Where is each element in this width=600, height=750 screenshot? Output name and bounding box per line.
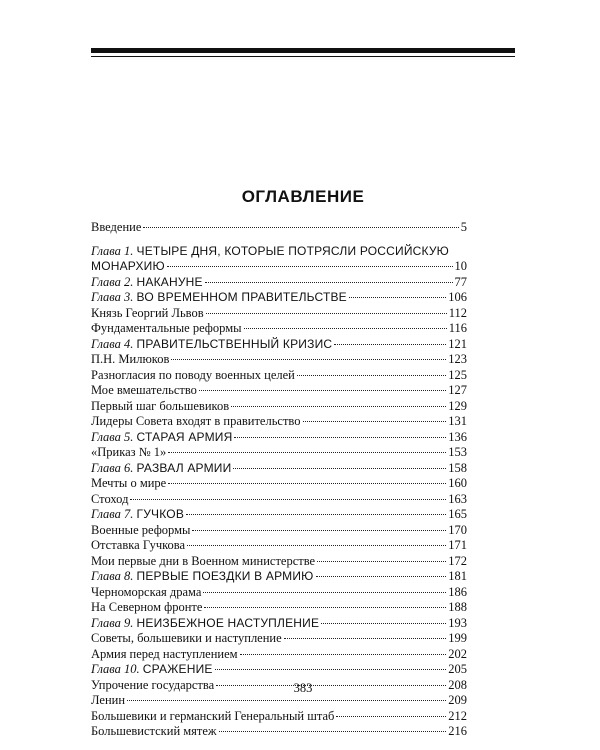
dot-leader	[234, 437, 446, 438]
toc-entry-label	[91, 414, 301, 430]
toc-chapter-title: ГУЧКОВ	[136, 507, 185, 521]
toc-entry[interactable]	[91, 554, 467, 570]
dot-leader	[240, 654, 447, 655]
toc-entry-label	[91, 569, 314, 585]
toc-section-title: Стоход	[91, 491, 129, 506]
toc-chapter-title: ВО ВРЕМЕННОМ ПРАВИТЕЛЬСТВЕ	[136, 290, 347, 304]
toc-entry-label	[91, 538, 185, 554]
toc-page-number: 165	[448, 507, 467, 521]
toc-page-number: 123	[448, 352, 467, 366]
toc-entry-label	[91, 507, 184, 523]
dot-leader	[316, 576, 447, 577]
toc-entry-label	[91, 461, 231, 477]
toc-entry-label	[91, 585, 201, 601]
dot-leader	[186, 514, 446, 515]
toc-chapter-number: Глава 3.	[91, 290, 134, 304]
toc-entry[interactable]	[91, 445, 467, 461]
toc-chapter-number: Глава 9.	[91, 615, 134, 630]
toc-section-title: Армия перед наступлением	[91, 646, 238, 661]
dot-leader	[206, 313, 447, 314]
toc-entry[interactable]	[91, 368, 467, 384]
toc-entry[interactable]	[91, 321, 467, 337]
toc-chapter-title: СРАЖЕНИЕ	[142, 662, 213, 676]
toc-section-title: Черноморская драма	[91, 584, 202, 599]
toc-section-title: Упрочение государства	[91, 677, 215, 692]
dot-leader	[171, 359, 446, 360]
toc-page-number: 158	[448, 460, 467, 475]
dot-leader	[204, 607, 446, 608]
toc-entry-label	[91, 662, 213, 678]
toc-entry[interactable]	[91, 244, 467, 260]
toc-entry[interactable]	[91, 461, 467, 477]
toc-entry[interactable]	[91, 476, 467, 492]
toc-entry[interactable]	[91, 430, 467, 446]
toc-section-title: Ленин	[91, 693, 126, 707]
toc-page-number: 125	[448, 367, 467, 382]
toc-entry[interactable]	[91, 585, 467, 601]
dot-leader	[321, 623, 446, 624]
dot-leader	[303, 421, 447, 422]
toc-entry[interactable]	[91, 399, 467, 415]
toc-entry[interactable]	[91, 492, 467, 508]
toc-entry-label	[91, 337, 332, 353]
toc-entry[interactable]	[91, 724, 467, 740]
toc-page-number: 127	[448, 383, 467, 397]
toc-page-number: 131	[448, 414, 467, 428]
toc-page-number: 136	[448, 429, 467, 444]
toc-entry-label	[91, 492, 128, 508]
toc-entry-label	[91, 352, 169, 368]
dot-leader	[127, 700, 446, 701]
toc-chapter-number: Глава 6.	[91, 460, 134, 475]
toc-entry-label	[91, 445, 166, 461]
toc-entry-label	[91, 306, 204, 322]
dot-leader	[336, 716, 446, 717]
toc-entry[interactable]	[91, 275, 467, 291]
toc-chapter-title: НАКАНУНЕ	[136, 274, 203, 289]
toc-entry-label	[91, 430, 232, 446]
dot-leader	[203, 592, 446, 593]
dot-leader	[205, 282, 453, 283]
toc-chapter-title: ПРАВИТЕЛЬСТВЕННЫЙ КРИЗИС	[136, 336, 333, 351]
toc-entry[interactable]	[91, 523, 467, 539]
toc-entry-label	[91, 220, 141, 236]
toc-chapter-title: ПЕРВЫЕ ПОЕЗДКИ В АРМИЮ	[136, 569, 314, 583]
dot-leader	[130, 499, 446, 500]
toc-section-title: Князь Георгий Львов	[91, 305, 204, 320]
toc-chapter-title: ЧЕТЫРЕ ДНЯ, КОТОРЫЕ ПОТРЯСЛИ РОССИЙСКУЮ	[136, 243, 450, 258]
toc-entry[interactable]	[91, 616, 467, 632]
toc-page-number: 209	[448, 693, 467, 707]
toc-page-number: 163	[448, 491, 467, 506]
toc-entry[interactable]	[91, 290, 467, 306]
toc-entry-label	[91, 259, 165, 275]
dot-leader	[244, 328, 447, 329]
table-of-contents	[91, 220, 467, 740]
toc-chapter-number: Глава 8.	[91, 569, 134, 583]
toc-section-title: «Приказ № 1»	[91, 445, 167, 459]
toc-page-number: 188	[448, 600, 467, 614]
toc-chapter-number: Глава 2.	[91, 274, 134, 289]
toc-chapter-title: НЕИЗБЕЖНОЕ НАСТУПЛЕНИЕ	[136, 615, 320, 630]
toc-chapter-title: СТАРАЯ АРМИЯ	[136, 429, 233, 444]
toc-page-number: 160	[448, 476, 467, 490]
toc-entry-label	[91, 321, 242, 337]
dot-leader	[349, 297, 446, 298]
toc-chapter-number: Глава 7.	[91, 507, 134, 521]
toc-entry[interactable]	[91, 306, 467, 322]
toc-entry-label	[91, 383, 197, 399]
dot-leader	[215, 669, 447, 670]
toc-entry-label	[91, 244, 449, 260]
toc-page-number: 171	[448, 538, 467, 552]
dot-leader	[192, 530, 446, 531]
toc-page-number: 186	[448, 584, 467, 599]
toc-section-title: Разногласия по поводу военных целей	[91, 367, 295, 382]
toc-section-title: Мое вмешательство	[91, 383, 197, 397]
toc-section-title: Большевистский мятеж	[91, 724, 217, 738]
toc-entry-label	[91, 399, 229, 415]
dot-leader	[219, 731, 447, 732]
dot-leader	[199, 390, 446, 391]
toc-chapter-title: РАЗВАЛ АРМИИ	[136, 460, 232, 475]
toc-page-number: 202	[448, 646, 467, 661]
toc-page-number: 181	[448, 569, 467, 583]
toc-spacer	[91, 236, 467, 244]
toc-section-title: Отставка Гучкова	[91, 538, 186, 552]
dot-leader	[317, 561, 446, 562]
toc-page-number: 212	[448, 708, 467, 723]
toc-entry-label	[91, 476, 166, 492]
toc-page-number: 170	[448, 522, 467, 537]
toc-entry[interactable]	[91, 220, 467, 236]
toc-entry-label	[91, 647, 238, 663]
toc-section-title: Мои первые дни в Военном министерстве	[91, 553, 316, 568]
toc-page-number: 106	[448, 290, 467, 304]
toc-entry[interactable]	[91, 383, 467, 399]
toc-page-number: 216	[448, 724, 467, 738]
toc-entry[interactable]	[91, 414, 467, 430]
dot-leader	[143, 227, 458, 228]
dot-leader	[168, 452, 446, 453]
dot-leader	[168, 483, 446, 484]
toc-section-title: Мечты о мире	[91, 476, 167, 490]
toc-entry[interactable]	[91, 507, 467, 523]
toc-section-title: Фундаментальные реформы	[91, 321, 242, 335]
toc-entry[interactable]	[91, 709, 467, 725]
toc-entry[interactable]	[91, 569, 467, 585]
toc-section-title: На Северном фронте	[91, 600, 203, 614]
dot-leader	[334, 344, 446, 345]
dot-leader	[167, 266, 453, 267]
header-rule-thick	[91, 48, 515, 53]
toc-page-number: 199	[448, 631, 467, 645]
toc-entry-label	[91, 368, 295, 384]
toc-chapter-number: Глава 1.	[91, 243, 134, 258]
toc-entry-label	[91, 523, 190, 539]
toc-entry-label	[91, 616, 319, 632]
toc-entry[interactable]	[91, 538, 467, 554]
toc-entry-label	[91, 275, 203, 291]
toc-page-number: 10	[454, 259, 467, 273]
toc-entry-label	[91, 600, 202, 616]
toc-page-number: 193	[448, 615, 467, 630]
toc-page-number: 172	[448, 553, 467, 568]
toc-page-number: 121	[448, 336, 467, 351]
dot-leader	[231, 406, 446, 407]
toc-section-title: Военные реформы	[91, 522, 191, 537]
toc-page-number: 153	[448, 445, 467, 459]
toc-entry[interactable]	[91, 259, 467, 275]
toc-chapter-number: Глава 4.	[91, 336, 134, 351]
toc-entry[interactable]	[91, 647, 467, 663]
toc-section-title: Лидеры Совета входят в правительство	[91, 414, 301, 428]
toc-section-title: Введение	[91, 220, 142, 234]
toc-entry-label	[91, 724, 217, 740]
toc-page-number: 129	[448, 398, 467, 413]
toc-section-title: П.Н. Милюков	[91, 352, 170, 366]
toc-page-number: 208	[448, 677, 467, 692]
toc-section-title: Большевики и германский Генеральный штаб	[91, 708, 335, 723]
page-title: ОГЛАВЛЕНИЕ	[241, 187, 365, 206]
page-number: 383	[293, 681, 313, 695]
toc-chapter-number: Глава 10.	[91, 662, 140, 676]
toc-entry-label	[91, 290, 347, 306]
dot-leader	[284, 638, 447, 639]
toc-chapter-number: Глава 5.	[91, 429, 134, 444]
dot-leader	[233, 468, 446, 469]
toc-entry-label	[91, 709, 334, 725]
toc-page-number: 5	[460, 220, 467, 234]
toc-entry-label	[91, 554, 315, 570]
toc-page-number: 116	[448, 321, 467, 335]
toc-entry[interactable]	[91, 352, 467, 368]
toc-entry[interactable]	[91, 600, 467, 616]
toc-section-title: Первый шаг большевиков	[91, 398, 230, 413]
toc-page-number: 112	[448, 305, 467, 320]
toc-chapter-title: МОНАРХИЮ	[91, 259, 165, 273]
dot-leader	[187, 545, 446, 546]
header-rule-thin	[91, 56, 515, 57]
toc-entry[interactable]	[91, 337, 467, 353]
dot-leader	[297, 375, 446, 376]
toc-entry[interactable]	[91, 631, 467, 647]
toc-page-number: 205	[448, 662, 467, 676]
toc-entry-label	[91, 631, 282, 647]
toc-section-title: Советы, большевики и наступление	[91, 631, 282, 645]
toc-page-number: 77	[454, 274, 467, 289]
toc-entry[interactable]	[91, 662, 467, 678]
